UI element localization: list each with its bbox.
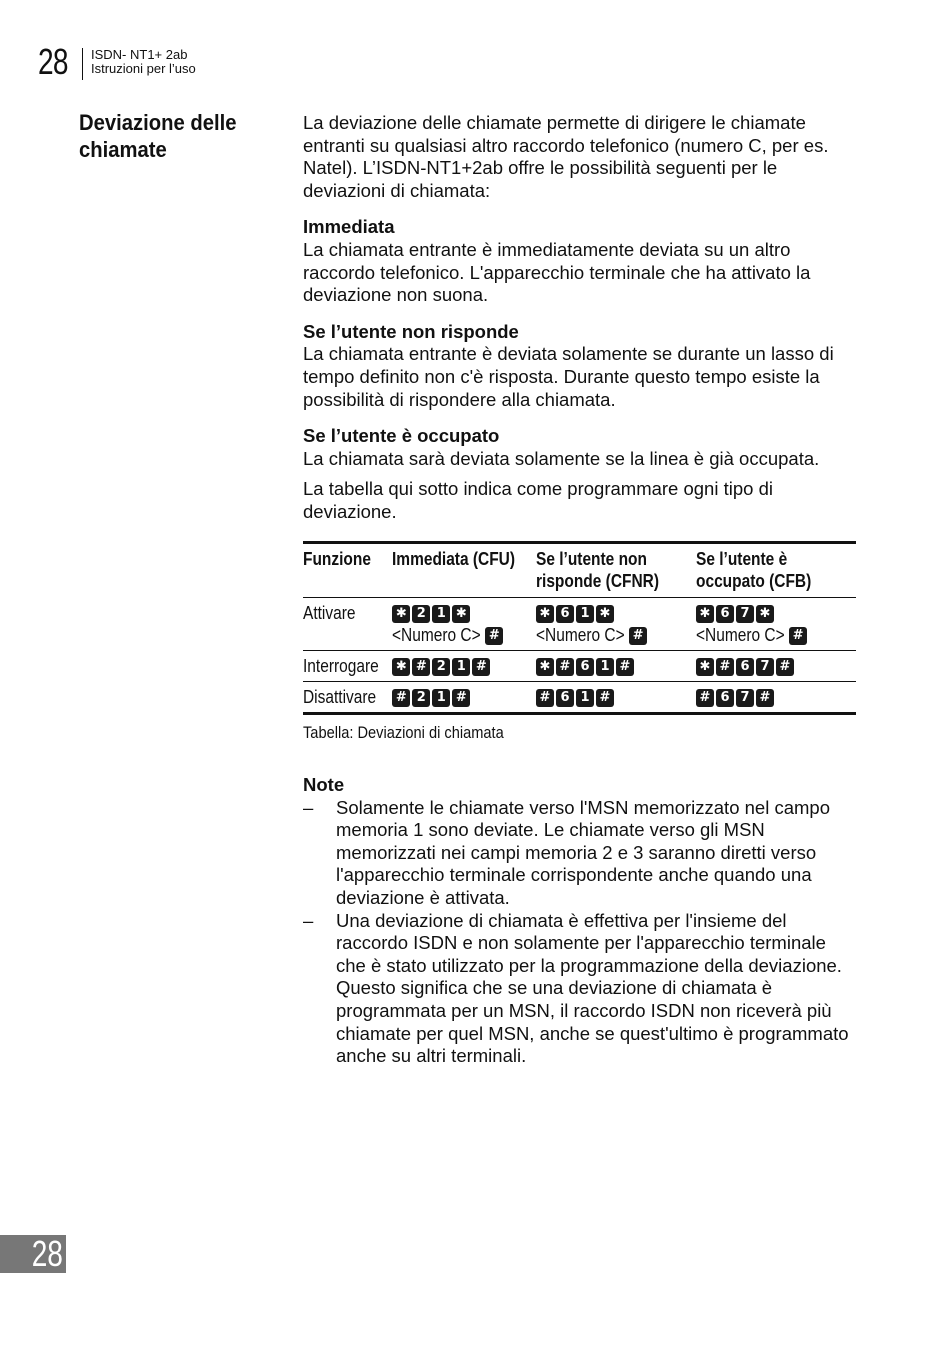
page-header — [38, 41, 196, 82]
digit-key-6: 6 — [556, 689, 574, 707]
cell-cfu — [392, 597, 536, 650]
col-header: Immediata (CFU) — [392, 542, 536, 597]
notes-list — [303, 797, 859, 1068]
digit-key-2: 2 — [412, 605, 430, 623]
key-sequence — [392, 658, 490, 676]
cell-cfu — [392, 681, 536, 713]
key-sequence — [789, 627, 807, 645]
key-sequence — [392, 689, 470, 707]
table-caption: Tabella: Deviazioni di chiamata — [303, 722, 504, 742]
star-key-icon: ✱ — [392, 605, 410, 623]
numero-c-label: <Numero C> — [696, 624, 785, 645]
key-sequence — [696, 605, 774, 623]
row-label: Attivare — [303, 597, 392, 650]
cell-cfu — [392, 650, 536, 681]
digit-key-7: 7 — [736, 689, 754, 707]
header-page-number: 28 — [38, 41, 68, 82]
note-item: – Una deviazione di chiamata è effettiva per l'insieme del raccordo ISDN e non solamente per l'apparecchio terminale che è stato utilizzato per la programmazione della deviazione. Questo significa che se una deviazione di chiamata è programmata per un MSN, il raccordo ISDN non riceverà più chiamate per quel MSN, anche se quest'ultimo è programmato anche su altri terminali. — [303, 909, 849, 1067]
main-content — [303, 112, 859, 1068]
header-divider — [82, 48, 83, 80]
type-immediata — [303, 216, 859, 306]
hash-key-icon: # — [452, 689, 470, 707]
note-item: – Solamente le chiamate verso l'MSN memorizzato nel campo memoria 1 sono deviate. Le chiamate verso gli MSN memorizzati nei campi memoria 2 e 3 saranno diretti verso l'apparecchio terminale corrispondente anche quando una deviazione è attivata. — [303, 796, 830, 909]
star-key-icon: ✱ — [452, 605, 470, 623]
key-sequence — [629, 627, 647, 645]
type-text: La chiamata sarà deviata solamente se la linea è già occupata. — [303, 447, 820, 469]
section-title-line2: chiamate — [79, 137, 167, 162]
header-text — [91, 48, 196, 76]
header-subtitle: Istruzioni per l’uso — [91, 61, 196, 76]
star-key-icon: ✱ — [696, 658, 714, 676]
hash-key-icon: # — [776, 658, 794, 676]
hash-key-icon: # — [485, 627, 503, 645]
digit-key-1: 1 — [596, 658, 614, 676]
type-occupato — [303, 425, 859, 470]
cell-cfnr — [536, 650, 696, 681]
key-sequence — [392, 605, 470, 623]
col-header: Se l’utente non risponde (CFNR) — [536, 542, 696, 597]
header-product: ISDN- NT1+ 2ab — [91, 47, 188, 62]
type-heading: Se l’utente è occupato — [303, 425, 500, 447]
hash-key-icon: # — [556, 658, 574, 676]
type-heading: Se l’utente non risponde — [303, 320, 519, 342]
cell-cfb — [696, 650, 856, 681]
key-sequence — [696, 689, 774, 707]
hash-key-icon: # — [696, 689, 714, 707]
type-non-risponde — [303, 321, 859, 411]
table-row — [303, 597, 856, 650]
star-key-icon: ✱ — [536, 658, 554, 676]
section-title — [79, 109, 263, 163]
cell-cfb — [696, 597, 856, 650]
col-header: Funzione — [303, 542, 392, 597]
numero-c-label: <Numero C> — [392, 624, 481, 645]
digit-key-6: 6 — [716, 689, 734, 707]
digit-key-1: 1 — [452, 658, 470, 676]
table-header-row — [303, 542, 856, 597]
type-text: La chiamata entrante è immediatamente deviata su un altro raccordo telefonico. L'apparecchio terminale che ha attivato la deviazione non suona. — [303, 238, 811, 306]
hash-key-icon: # — [789, 627, 807, 645]
digit-key-6: 6 — [576, 658, 594, 676]
col-header: Se l’utente è occupato (CFB) — [696, 542, 856, 597]
hash-key-icon: # — [596, 689, 614, 707]
digit-key-1: 1 — [432, 605, 450, 623]
cell-cfnr — [536, 681, 696, 713]
key-sequence — [485, 627, 503, 645]
digit-key-2: 2 — [432, 658, 450, 676]
key-sequence — [536, 689, 614, 707]
star-key-icon: ✱ — [596, 605, 614, 623]
hash-key-icon: # — [756, 689, 774, 707]
hash-key-icon: # — [616, 658, 634, 676]
star-key-icon: ✱ — [696, 605, 714, 623]
notes-heading: Note — [303, 774, 345, 796]
key-sequence — [696, 658, 794, 676]
numero-c-label: <Numero C> — [535, 624, 625, 645]
table-row — [303, 650, 856, 681]
digit-key-1: 1 — [576, 605, 594, 623]
footer-page-number: 28 — [0, 1235, 66, 1273]
star-key-icon: ✱ — [756, 605, 774, 623]
digit-key-6: 6 — [736, 658, 754, 676]
digit-key-7: 7 — [756, 658, 774, 676]
hash-key-icon: # — [536, 689, 554, 707]
hash-key-icon: # — [629, 627, 647, 645]
key-sequence — [536, 658, 634, 676]
type-text: La chiamata entrante è deviata solamente se durante un lasso di tempo definito non c'è risposta. Durante questo tempo esiste la possibilità di rispondere alla chiamata. — [303, 343, 834, 410]
digit-key-6: 6 — [556, 605, 574, 623]
row-label: Interrogare — [303, 650, 392, 681]
table-row — [303, 681, 856, 713]
table-intro: La tabella qui sotto indica come programmare ogni tipo di deviazione. — [303, 478, 773, 522]
forwarding-table — [303, 541, 856, 715]
section-title-line1: Deviazione delle — [79, 110, 237, 135]
cell-cfnr — [536, 597, 696, 650]
digit-key-2: 2 — [412, 689, 430, 707]
digit-key-1: 1 — [432, 689, 450, 707]
row-label: Disattivare — [303, 681, 392, 713]
digit-key-1: 1 — [576, 689, 594, 707]
type-heading: Immediata — [303, 216, 395, 238]
digit-key-7: 7 — [736, 605, 754, 623]
star-key-icon: ✱ — [392, 658, 410, 676]
hash-key-icon: # — [472, 658, 490, 676]
star-key-icon: ✱ — [536, 605, 554, 623]
hash-key-icon: # — [716, 658, 734, 676]
intro-paragraph: La deviazione delle chiamate permette di dirigere le chiamate entranti su qualsiasi altro raccordo telefonico (numero C, per es. Natel). L’ISDN-NT1+2ab offre le possibilità seguenti per le deviazioni di chiamata: — [303, 112, 829, 201]
hash-key-icon: # — [412, 658, 430, 676]
hash-key-icon: # — [392, 689, 410, 707]
digit-key-6: 6 — [716, 605, 734, 623]
key-sequence — [536, 605, 614, 623]
cell-cfb — [696, 681, 856, 713]
